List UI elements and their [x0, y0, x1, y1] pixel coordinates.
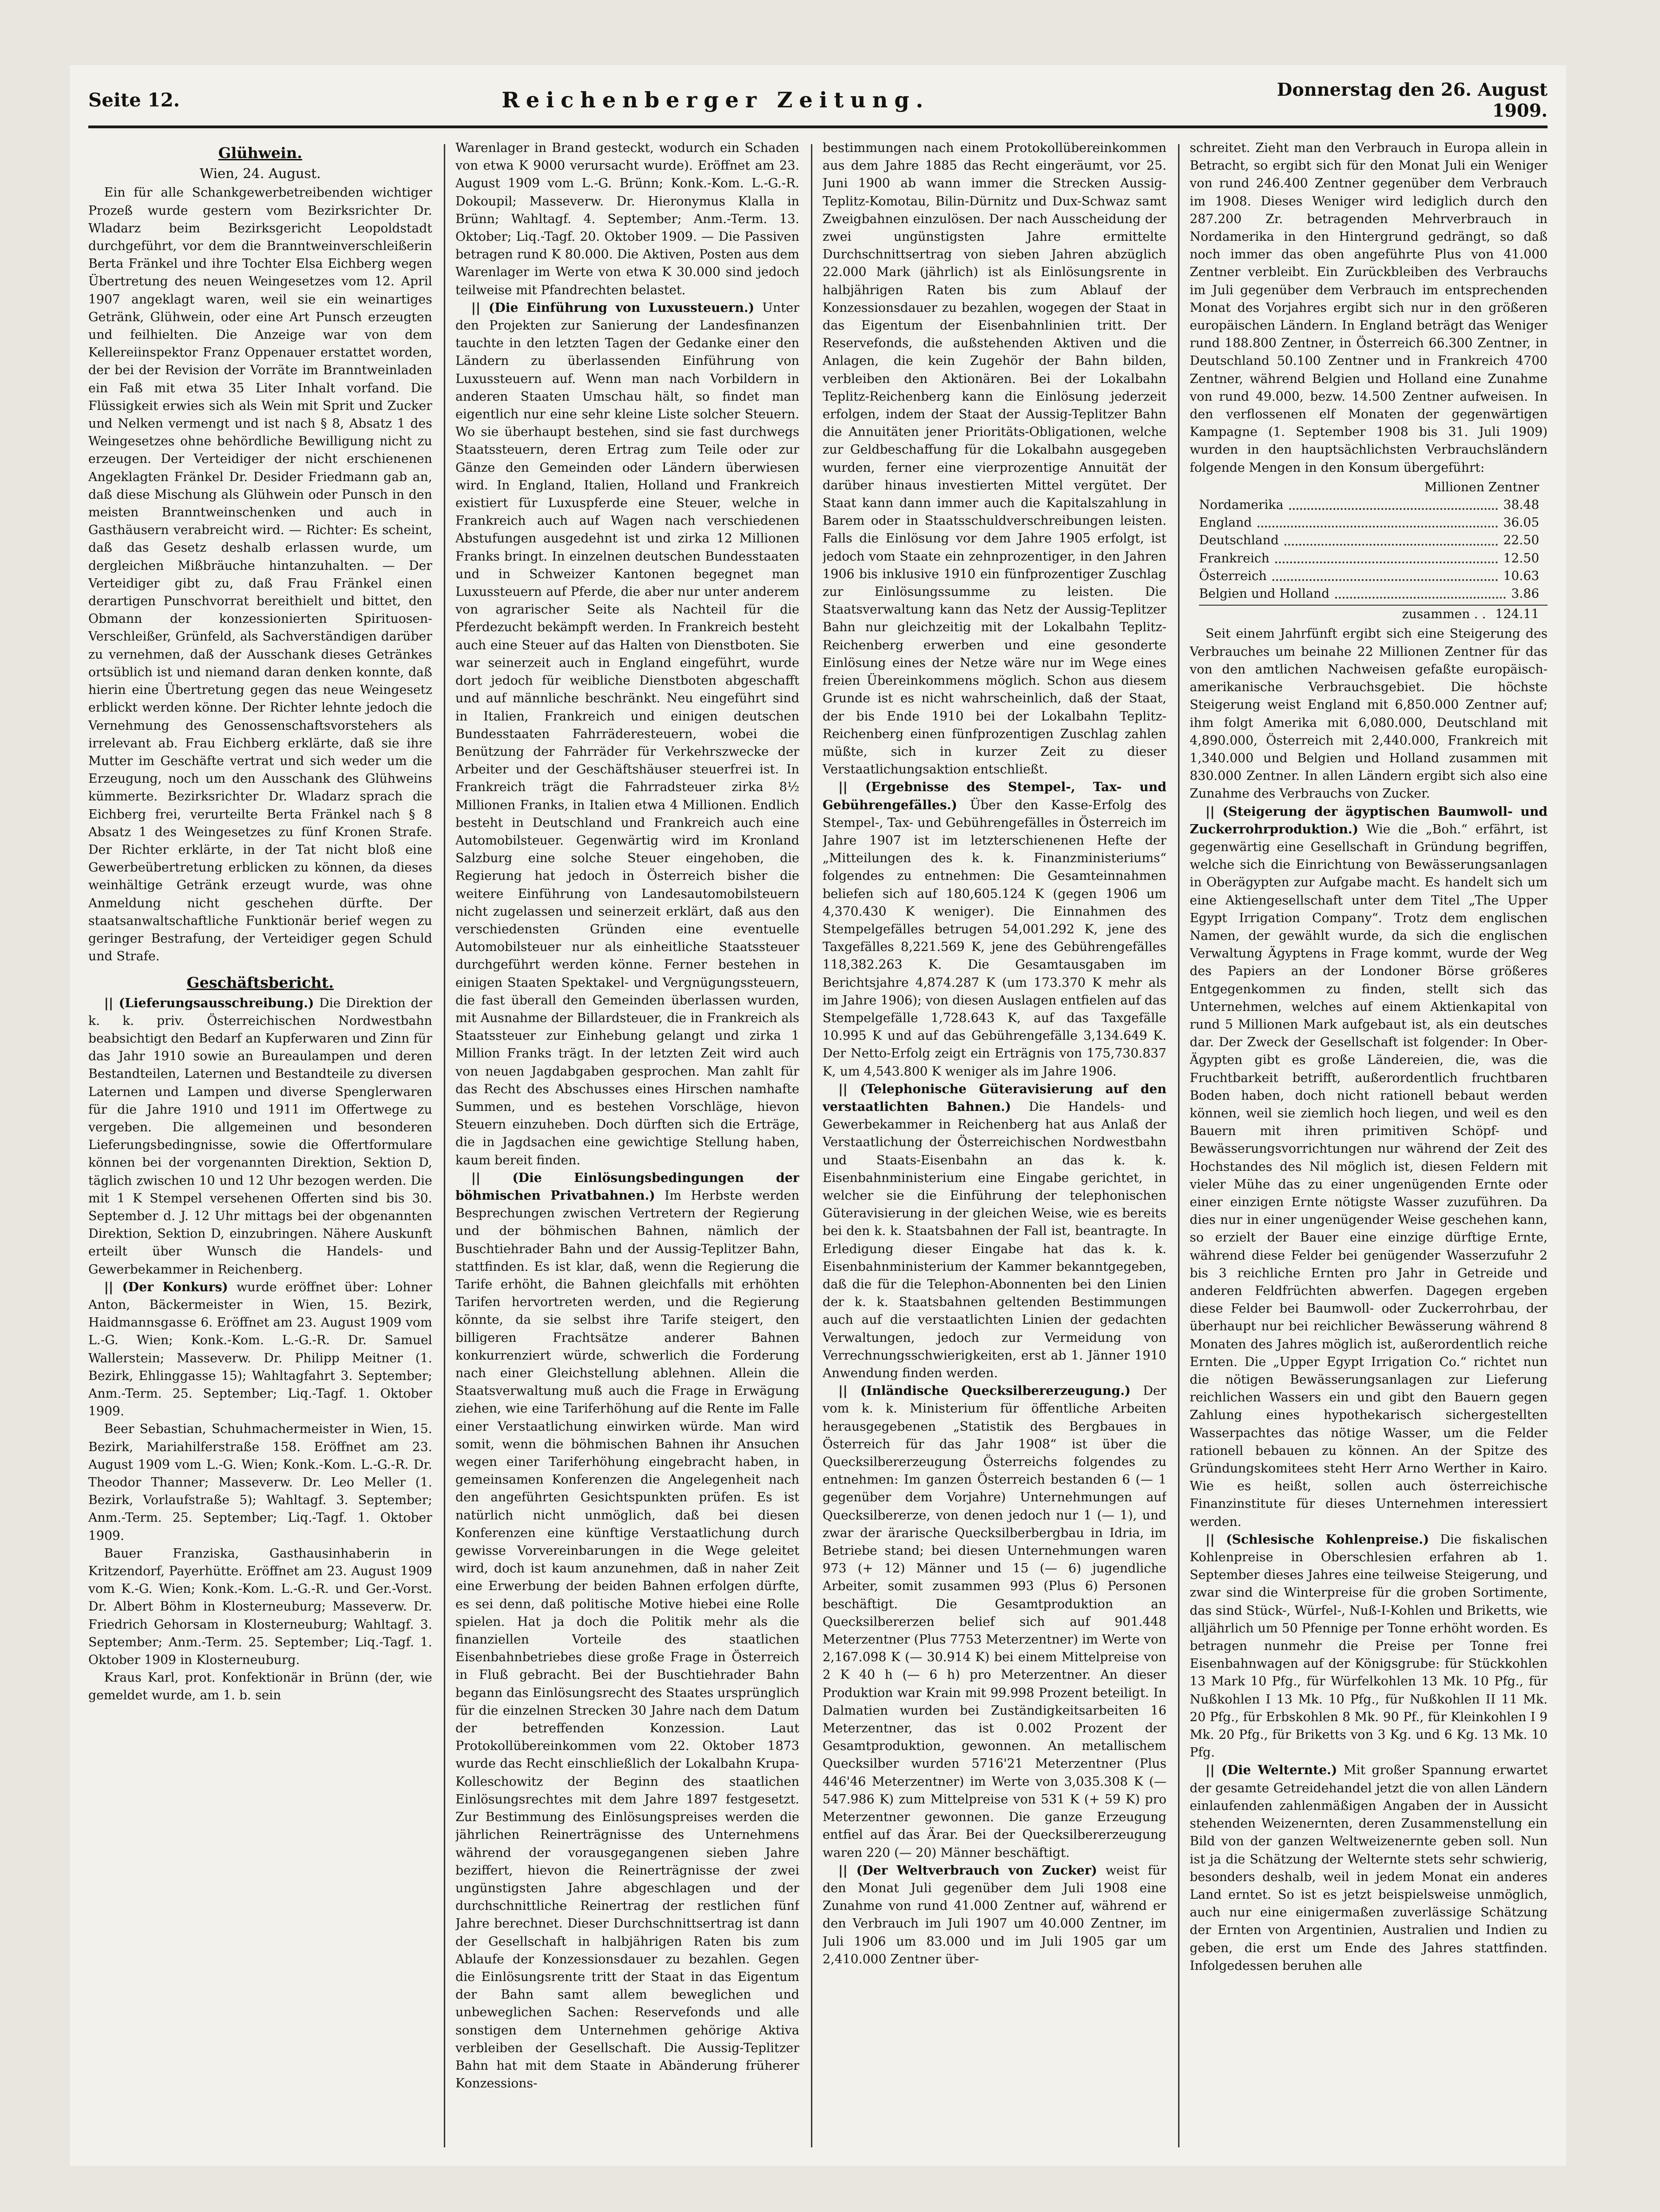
article-paragraph: Seit einem Jahrfünft ergibt sich eine Steigerung des Verbrauches um beinahe 22 Millionen Zentner für das von den amtlichen Nachweisen gefaßte europäisch-amerikanische Verbrauchsgebiet. Die höchste Steigerung weist England mit 6,850.000 Zentner auf; ihm folgt Amerika mit 6,080.000, Deutschland mit 4,890.000, Österreich mit 2,440.000, Frankreich mit 1,340.000 und Belgien und Holland zusammen mit 830.000 Zentner. In allen Ländern ergibt sich also eine Zunahme des Verbrauchs von Zucker. — [1190, 627, 1548, 801]
column-1 — [88, 139, 432, 2152]
table-row — [1199, 514, 1548, 532]
article-heading: || (Inländische Quecksilbererzeugung.) — [838, 1384, 1131, 1399]
article-paragraph: Die Handels- und Gewerbekammer in Reichenberg hat aus Anlaß der Verstaatlichung der Österreichischen Nordwestbahn und Staats-Eisenbahn an das k. k. Eisenbahnministerium eine Eingabe gerichtet, in welcher sie die Einführung der telephonischen Güteravisierung in der gleichen Weise, wie es bereits bei den k. k. Staatsbahnen der Fall ist, beantragte. In Erledigung dieser Eingabe hat das k. k. Eisenbahnministerium der Kammer bekanntgegeben, daß die für die Telephon-Abonnenten bei den Linien der k. k. Staatsbahnen geltenden Bestimmungen auch auf die verstaatlichten Linien der gedachten Verwaltungen, jedoch zur Vermeidung von Verrechnungsschwierigkeiten, erst ab 1. Jänner 1910 Anwendung finden werden. — [823, 1099, 1166, 1381]
article-paragraph: Die Direktion der k. k. priv. Österreichischen Nordwestbahn beabsichtigt den Bedarf an Kupferwaren und Zinn für das Jahr 1910 sowie an Bureaulampen und deren Bestandteilen, Laternen und Bestandteile zu diversen Laternen und Lampen und diverse Spenglerwaren für die Jahre 1910 und 1911 im Offertwege zu vergeben. Die allgemeinen und besonderen Lieferungsbedingnisse, sowie die Offertformulare können bei der vorgenannten Direktion, Sektion D, täglich zwischen 10 und 12 Uhr bezogen werden. Die mit 1 K Stempel versehenen Offerten sind bis 30. September d. J. 12 Uhr mittags bei der obgenannten Direktion, Sektion D, einzubringen. Nähere Auskunft erteilt über Wunsch die Handels- und Gewerbekammer in Reichenberg. — [88, 996, 432, 1277]
table-row — [1199, 568, 1548, 585]
table-row — [1199, 532, 1548, 549]
row-value: 22.50 — [1503, 533, 1539, 548]
section-title: Glühwein. — [218, 144, 303, 162]
page-header — [88, 74, 1548, 128]
article-paragraph: bestimmungen nach einem Protokollübereinkommen aus dem Jahre 1885 das Recht eingeräumt, vor 25. Juni 1900 ab wann immer die Strecken Aussig-Teplitz-Komotau, Bilin-Dürnitz und Dux-Schwaz samt Zweigbahnen einzulösen. Der nach Ausscheidung der zwei ungünstigsten Jahre ermittelte Durchschnittsertrag von sieben Jahren abzüglich 22.000 Mark (jährlich) ist als Einlösungsrente in halbjährigen Raten bis zum Ablauf der Konzessionsdauer zu bezahlen, wogegen der Staat in das Eigentum der Eisenbahnlinien tritt. Der Reservefonds, die außstehenden Aktiven und die Anlagen, die kein Zugehör der Bahn bilden, verbleiben den Aktionären. Bei der Lokalbahn Teplitz-Reichenberg kann die Einlösung jederzeit erfolgen, indem der Staat der Aussig-Teplitzer Bahn die Annuitäten jener Prioritäts-Obligationen, welche zur Geldbeschaffung für die Lokalbahn ausgegeben wurden, ferner eine vierprozentige Annuität der darüber hinaus investierten Mittel vergütet. Der Staat kann dann immer auch die Kapitalszahlung in Barem oder in Staatsschuldverschreibungen leisten. Falls die Einlösung vor dem Jahre 1905 erfolgt, ist jedoch vom Staate ein zehnprozentiger, in den Jahren 1906 bis inklusive 1910 ein fünfprozentiger Zuschlag zur Einlösungssumme zu leisten. Die Staatsverwaltung kann das Netz der Aussig-Teplitzer Bahn nur gleichzeitig mit der Lokalbahn Teplitz-Reichenberg erwerben und eine gesonderte Einlösung eines der Netze wäre nur im Wege eines freien Übereinkommens möglich. Schon aus diesem Grunde ist es nicht wahrscheinlich, daß der Staat, der bis Ende 1910 bei der Lokalbahn Teplitz-Reichenberg einen fünfprozentigen Zuschlag zahlen müßte, sich in kurzer Zeit zu dieser Verstaatlichungsaktion entschließt. — [823, 141, 1166, 777]
article-heading: || (Ergebnisse des Stempel-, Tax- und Gebührengefälles.) — [823, 780, 1166, 812]
article-paragraph: Über den Kasse-Erfolg des Stempel-, Tax- und Gebührengefälles in Österreich im Jahre 1907 ist im letzterschienenen Hefte der „Mitteilungen des k. k. Finanzministeriums“ folgendes zu entnehmen: Die Gesamteinnahmen beliefen sich auf 180,605.124 K (gegen 1906 um 4,370.430 K weniger). Die Einnahmen des Stempelgefälles betrugen 54,001.292 K, jene des Taxgefälles 8,221.569 K, jene des Gebührengefälles 118,382.263 K. Die Gesamtausgaben im Berichtsjahre 4,874.287 K (um 173.370 K mehr als im Jahre 1906); von diesen Auslagen entfielen auf das Stempelgefälle 1,728.643 K, auf das Taxgefälle 10.995 K und auf das Gebührengefälle 3,134.649 K. Der Netto-Erfolg zeigt ein Erträgnis von 175,730.837 K, um 4,543.800 K weniger als im Jahre 1906. — [823, 798, 1166, 1079]
row-value: 3.86 — [1511, 587, 1539, 601]
newspaper-page — [70, 65, 1566, 2166]
article-paragraph: Bauer Franziska, Gasthausinhaberin in Kritzendorf, Payerhütte. Eröffnet am 23. August 1909 vom K.-G. Wien; Konk.-Kom. L.-G.-R. und Ger.-Vorst. Dr. Albert Böhm in Klosterneuburg; Masseverw. Dr. Friedrich Gehorsam in Klosterneuburg; Wahltagf. 3. September; Anm.-Term. 25. September; Liq.-Tagf. 1. Oktober 1909 in Klosterneuburg. — [88, 1546, 432, 1668]
column-2 — [455, 139, 799, 2152]
article-paragraph: wurde eröffnet über: Lohner Anton, Bäckermeister in Wien, 15. Bezirk, Haidmannsgasse 6. Eröffnet am 23. August 1909 vom L.-G. Wien; Konk.-Kom. L.-G.-R. Dr. Samuel Wallerstein; Masseverw. Dr. Philipp Meitner (1. Bezirk, Ehlinggasse 15); Wahltagfahrt 3. September; Anm.-Term. 25. September; Liq.-Tagf. 1. Oktober 1909. — [88, 1280, 432, 1419]
row-label: Belgien und Holland — [1199, 587, 1330, 601]
article-paragraph: Unter den Projekten zur Sanierung der Landesfinanzen tauchte in den letzten Tagen der Gedanke einer den Ländern zu überlassenden Einführung von Luxussteuern auf. Wenn man nach Vorbildern in anderen Staaten Umschau hält, so findet man eigentlich nur eine sehr kleine Liste solcher Steuern. Wo sie überhaupt bestehen, sind sie fast durchwegs Staatssteuern, deren Ertrag zum Teile oder zur Gänze den Gemeinden oder Ländern überwiesen wird. In England, Italien, Holland und Frankreich existiert für Luxuspferde eine Steuer, welche in Frankreich auch auf Wagen nach verschiedenen Abstufungen ausgedehnt ist und zirka 12 Millionen Franks bringt. In einzelnen deutschen Bundesstaaten und in Schweizer Kantonen begegnet man Luxussteuern auf Pferde, die aber nur unter anderem von agrarischer Seite als Nachteil für die Pferdezucht bekämpft werden. In Frankreich besteht auch eine Steuer auf das Halten von Dienstboten. Sie war seinerzeit auch in England eingeführt, wurde dort jedoch für weibliche Dienstboten abgeschafft und auf männliche beschränkt. Neu eingeführt sind in Italien, Frankreich und einigen deutschen Bundesstaaten Fahrräderesteuern, wobei die Benützung der Fahrräder für Verkehrszwecke der Arbeiter und der Geschäftshäuser steuerfrei ist. In Frankreich trägt die Fahrradsteuer zirka 8½ Millionen Franks, in Italien etwa 4 Millionen. Endlich besteht in Deutschland und Frankreich auch eine Automobilsteuer. Gegenwärtig wird im Kronland Salzburg eine solche Steuer eingehoben, die Regierung hat jedoch in Österreich bisher die weitere Einführung von Landesautomobilsteuern nicht zugelassen und seinerzeit erklärt, daß aus den verschiedensten Gründen eine eventuelle Automobilsteuer nur als einheitliche Staatssteuer durchgeführt werden könne. Ferner bestehen in einigen Staaten Spektakel- und Vergnügungssteuern, die fast überall den Gemeinden überlassen wurden, mit Ausnahme der Billardsteuer, die in Frankreich als Staatssteuer zur Einhebung gelangt und zirka 1 Million Franks trägt. In der letzten Zeit wird auch von neuen Jagdabgaben gesprochen. Man zahlt für das Recht des Abschusses eines Hirschen namhafte Summen, und es bestehen Vorschläge, hievon Steuern einzuheben. Doch dürften sich die Erträge, die in Jagdsachen eine gewichtige Stellung haben, kaum bereit finden. — [455, 300, 799, 1168]
article-paragraph: schreitet. Zieht man den Verbrauch in Europa allein in Betracht, so ergibt sich für den Monat Juli ein Weniger von rund 246.400 Zentner gegenüber dem Verbrauch im 1908. Dieses Weniger wird lediglich durch den 287.200 Zr. betragenden Mehrverbrauch in Nordamerika in den Hintergrund gedrängt, so daß noch immer das oben angeführte Plus von 41.000 Zentner verbleibt. Ein Zurückbleiben des Verbrauchs im Juli gegenüber dem Verbrauch im entsprechenden Monat des Vorjahres ergibt sich nur in den größeren europäischen Ländern. In England beträgt das Weniger rund 188.800 Zentner, in Österreich 66.300 Zentner, in Deutschland 50.100 Zentner und in Frankreich 4700 Zentner, während Belgien und Holland eine Zunahme von rund 49.000, bezw. 14.500 Zentner aufweisen. In den verflossenen elf Monaten der gegenwärtigen Kampagne (1. September 1908 bis 31. Juli 1909) wurden in den hauptsächlichsten Verbrauchsländern folgende Mengen in den Konsum übergeführt: — [1190, 141, 1548, 475]
table-row — [1199, 496, 1548, 514]
row-value: 36.05 — [1503, 515, 1539, 530]
column-3 — [823, 139, 1166, 2152]
article-heading: || (Die Einführung von Luxussteuern.) — [471, 300, 755, 315]
column-4 — [1190, 139, 1548, 2152]
article-paragraph: weist für den Monat Juli gegenüber dem Juli 1908 eine Zunahme von rund 41.000 Zentner auf, während er den Verbrauch im Juli 1907 um 40.000 Zentner, im Juli 1906 um 83.000 und im Juli 1905 gar um 2,410.000 Zentner über- — [823, 1863, 1166, 1967]
row-label: Frankreich — [1199, 551, 1270, 566]
article-heading: || (Der Weltverbrauch von Zucker) — [838, 1863, 1097, 1878]
article-paragraph: Mit großer Spannung erwartet der gesamte Getreidehandel jetzt die von allen Ländern einlaufenden zahlenmäßigen Angaben der in Aussicht stehenden Weizenernten, deren Zusammenstellung ein Bild von der ganzen Weltweizenernte geben soll. Nun ist ja die Schätzung der Welternte stets sehr schwierig, besonders deshalb, weil in jedem Monat ein anderes Land erntet. So ist es jetzt beispielsweise unmöglich, auch nur eine einigermaßen zuverlässige Schätzung der Ernten von Argentinien, Australien und Indien zu geben, die erst um Ende des Jahres stattfinden. Infolgedessen beruhen alle — [1190, 1763, 1548, 1973]
table-sum — [1199, 605, 1548, 623]
article-heading: || (Schlesische Kohlenpreise.) — [1205, 1532, 1429, 1547]
row-label: Deutschland — [1199, 533, 1279, 548]
article-heading: || (Lieferungsausschreibung.) — [104, 996, 314, 1010]
row-label: England — [1199, 515, 1252, 530]
article-heading: || (Der Konkurs) — [104, 1280, 228, 1294]
table-rows — [1199, 496, 1548, 603]
page-number: Seite 12. — [88, 89, 180, 111]
article-paragraph: Beer Sebastian, Schuhmachermeister in Wien, 15. Bezirk, Mariahilferstraße 158. Eröffnet am 23. August 1909 vom L.-G. Wien; Konk.-Kom. L.-G.-R. Dr. Theodor Thanner; Masseverw. Dr. Leo Meller (1. Bezirk, Vorlaufstraße 5); Wahltagf. 3. September; Anm.-Term. 25. September; Liq.-Tagf. 1. Oktober 1909. — [88, 1422, 432, 1543]
row-value: 12.50 — [1503, 551, 1539, 566]
article-heading: || (Die Einlösungsbedingungen der böhmischen Privatbahnen.) — [455, 1170, 799, 1203]
article-heading: || (Die Welternte.) — [1205, 1763, 1337, 1778]
newspaper-title: Reichenberger Zeitung. — [501, 87, 930, 112]
article-heading: || (Telephonische Güteravisierung auf den verstaatlichten Bahnen.) — [823, 1082, 1166, 1114]
article-paragraph: Im Herbste werden Besprechungen zwischen Vertretern der Regierung und der böhmischen Bahnen, nämlich der Buschtiehrader Bahn und der Aussig-Teplitzer Bahn, stattfinden. Es ist klar, daß, wenn die Regierung die Tarife erhöht, die Bahnen gleichfalls mit erhöhten Tarifen hervortreten werden, und die Regierung könnte, da sie selbst ihre Tarife steigert, den billigeren Frachtsätze anderer Bahnen konkurrenziert würde, schwerlich die Forderung nach einer Gleichstellung ablehnen. Allein die Staatsverwaltung muß auch die Frage in Erwägung ziehen, wie eine Tariferhöhung auf die Rente im Falle einer Verstaatlichung einwirken würde. Man wird somit, wenn die böhmischen Bahnen ihr Ansuchen wegen einer Tariferhöhung eingebracht haben, in gemeinsamen Konferenzen die Angelegenheit nach den angeführten Gesichtspunkten prüfen. Es ist natürlich nicht unmöglich, daß bei diesen Konferenzen eine künftige Verstaatlichung durch gewisse Vorvereinbarungen in die Wege geleitet wird, doch ist kaum anzunehmen, daß in naher Zeit eine Erwerbung der beiden Bahnen erfolgen dürfte, es sei denn, daß politische Motive hiebei eine Rolle spielen. Hat ja doch die Politik mehr als die finanziellen Vorteile des staatlichen Eisenbahnbetriebes diese große Frage in Österreich in Fluß gebracht. Bei der Buschtiehrader Bahn begann das Einlösungsrecht des Staates ursprünglich für die einzelnen Strecken 30 Jahre nach dem Datum der betreffenden Konzession. Laut Protokollübereinkommen vom 22. Oktober 1873 wurde das Recht einschließlich der Lokalbahn Krupa-Kolleschowitz der Beginn des staatlichen Einlösungsrechtes mit dem Jahre 1897 festgesetzt. Zur Bestimmung des Einlösungspreises werden die jährlichen Reinerträgnisse des Unternehmens während der vorausgegangenen sieben Jahre beziffert, hievon die Reinerträgnisse der zwei ungünstigsten Jahre abgeschlagen und der durchschnittliche Reinertrag der restlichen fünf Jahre berechnet. Dieser Durchschnittsertrag ist dann der Gesellschaft in halbjährigen Raten bis zum Ablaufe der Konzessionsdauer zu bezahlen. Gegen die Einlösungsrente tritt der Staat in das Eigentum der Bahn samt allem beweglichen und unbeweglichen Sachen: Reservefonds und alle sonstigen dem Unternehmen gehörige Aktiva verbleiben der Gesellschaft. Die Aussig-Teplitzer Bahn hat mit dem Staate in Abänderung früherer Konzessions- — [455, 1188, 799, 2091]
sum-value: 124.11 — [1495, 607, 1539, 622]
dateline: Wien, 24. August. — [199, 165, 321, 182]
table-row — [1199, 550, 1548, 568]
table-row — [1199, 585, 1548, 603]
sugar-consumption-table — [1199, 479, 1548, 624]
article-paragraph: Warenlager in Brand gesteckt, wodurch ein Schaden von etwa K 9000 verursacht wurde). Eröffnet am 23. August 1909 vom L.-G. Brünn; Konk.-Kom. L.-G.-R. Dokoupil; Masseverw. Dr. Hieronymus Klalla in Brünn; Wahltagf. 4. September; Anm.-Term. 13. Oktober; Liq.-Tagf. 20. Oktober 1909. — Die Passiven betragen rund K 80.000. Die Aktiven, Posten aus dem Warenlager im Werte von etwa K 30.000 sind jedoch teilweise mit Pfandrechten belastet. — [455, 141, 799, 297]
row-value: 38.48 — [1503, 498, 1539, 513]
sum-label: zusammen . . — [1402, 607, 1486, 622]
article-paragraph: Kraus Karl, prot. Konfektionär in Brünn (der, wie gemeldet wurde, am 1. b. sein — [88, 1671, 432, 1703]
columns — [88, 139, 1548, 2152]
article-heading: || (Steigerung der ägyptischen Baumwoll- und Zuckerrohrproduktion.) — [1190, 804, 1548, 837]
article-paragraph: Ein für alle Schankgewerbetreibenden wichtiger Prozeß wurde gestern vom Bezirksrichter Dr. Wladarz beim Bezirksgericht Leopoldstadt durchgeführt, vor dem die Branntweinverschleißerin Berta Fränkel und ihre Tochter Elsa Eichberg wegen Übertretung des neuen Weingesetzes vom 12. April 1907 angeklagt waren, weil sie ein weinartiges Getränk, Glühwein, oder eine Art Punsch erzeugten und feilhielten. Die Anzeige war von dem Kellereiinspektor Franz Oppenauer erstattet worden, der bei der Revision der Vorräte im Branntweinladen ein Faß mit etwa 35 Liter Inhalt vorfand. Die Flüssigkeit erwies sich als Wein mit Sprit und Zucker und Nelken vermengt und ist nach § 8, Absatz 1 des Weingesetzes ohne behördliche Bewilligung nicht zu erzeugen. Der Verteidiger der nicht erschienenen Angeklagten Fränkel Dr. Desider Friedmann gab an, daß diese Mischung als Glühwein oder Punsch in den meisten Branntweinschenken und auch in Gasthäusern verabreicht wird. — Richter: Es scheint, daß das Gesetz deshalb erlassen wurde, um dergleichen Mißbräuche hintanzuhalten. — Der Verteidiger gibt zu, daß Frau Fränkel einen derartigen Punschvorrat bereithielt und bittet, den Obmann der konzessionierten Spirituosen-Verschleißer, Grünfeld, als Sachverständigen darüber zu vernehmen, daß der Ausschank dieses Getränkes ortsüblich ist und niemand daran denken konnte, daß hierin eine Übertretung gegen das neue Weingesetz erblickt werden könne. Der Richter lehnte jedoch die Vernehmung des Genossenschaftsvorstehers als irrelevant ab. Frau Eichberg erklärte, daß sie ihre Mutter im Geschäfte vertrat und sich weder um die Erzeugung, noch um den Ausschank des Glühweins kümmerte. Bezirksrichter Dr. Wladarz sprach die Eichberg frei, verurteilte Berta Fränkel nach § 8 Absatz 1 des Weingesetzes zu fünf Kronen Strafe. Der Richter erklärte, in der Tat nicht bloß eine Gewerbeübertretung erblicken zu können, da dieses weinhältige Getränk erzeugt wurde, was ohne Anmeldung nicht geschehen dürfte. Der staatsanwaltschaftliche Funktionär berief wegen zu geringer Bestrafung, der Verteidiger gegen Schuld und Strafe. — [88, 185, 432, 964]
article-paragraph: Die fiskalischen Kohlenpreise in Oberschlesien erfahren ab 1. September dieses Jahres eine teilweise Steigerung, und zwar sind die Winterpreise für die groben Sortimente, das sind Stück-, Würfel-, Nuß-I-Kohlen und Briketts, wie alljährlich um 50 Pfennige per Tonne erhöht worden. Es betragen nunmehr die Preise per Tonne frei Eisenbahnwagen auf der Königsgrube: für Stückkohlen 13 Mark 10 Pfg., für Würfelkohlen 13 Mk. 10 Pfg., für Nußkohlen I 13 Mk. 10 Pfg., für Nußkohlen II 11 Mk. 20 Pfg., für Erbskohlen 8 Mk. 90 Pf., für Kleinkohlen I 9 Mk. 20 Pfg., für Briketts von 3 Kg. und 6 Kg. 13 Mk. 10 Pfg. — [1190, 1532, 1548, 1760]
section-title: Geschäftsbericht. — [186, 974, 334, 992]
article-paragraph: Wie die „Boh.“ erfährt, ist gegenwärtig eine Gesellschaft in Gründung begriffen, welche sich die Einrichtung von Bewässerungsanlagen in Oberägypten zur Aufgabe macht. Es handelt sich um eine Aktiengesellschaft unter dem Titel „The Upper Egypt Irrigation Company“. Trotz dem englischen Namen, der gewählt wurde, da sich die englischen Verwaltung Ägyptens in Frage kommt, wurde der Weg des Papiers an der Londoner Börse größeres Entgegenkommen zu finden, stellt sich das Unternehmen, welches auf einem Aktienkapital von rund 5 Millionen Mark aufgebaut ist, als ein deutsches dar. Der Zweck der Gesellschaft ist folgender: In Ober-Ägypten gibt es große Ländereien, die, was die Fruchtbarkeit betrifft, außerordentlich fruchtbaren Boden haben, doch nicht rationell bebaut werden können, weil sie ziemlich hoch liegen, und weil es den Bauern mit ihren primitiven Schöpf- und Bewässerungsvorrichtungen nur während der Zeit des Hochstandes des Nil möglich ist, diesen Feldern mit vieler Mühe das zu einer ungenügenden Ernte oder einer einzigen Ernte nötigste Wasser zuzuführen. Da dies nur in einer ungenügender Weise geschehen kann, so erzielt der Bauer eine einzige dürftige Ernte, während diese Felder bei genügender Wasserzufuhr 2 bis 3 reichliche Ernten pro Jahr in Getreide und anderen Feldfrüchten abwerfen. Dagegen ergeben diese Felder bei Baumwoll- oder Zuckerrohrbau, der überhaupt nur bei reichlicher Bewässerung während 8 Monaten des Jahres möglich ist, außerordentlich reiche Ernten. Die „Upper Egypt Irrigation Co.“ richtet nun die nötigen Bewässerungsanlagen zur Lieferung reichlichen Wassers ein und gibt den Bauern gegen Zahlung eines hypothekarisch sichergestellten Wasserpachtes das nötige Wasser, um die Felder rationell bebauen zu können. An der Spitze des Gründungskomitees steht Herr Arno Werther in Kairo. Wie es heißt, sollen auch österreichische Finanzinstitute für dieses Unternehmen interessiert werden. — [1190, 822, 1548, 1529]
article-paragraph: Der vom k. k. Ministerium für öffentliche Arbeiten herausgegebenen „Statistik des Bergbaues in Österreich für das Jahr 1908“ ist über die Quecksilbererzeugung Österreichs folgendes zu entnehmen: Im ganzen Österreich bestanden 6 (— 1 gegenüber dem Vorjahre) Unternehmungen auf Quecksilbererze, von denen jedoch nur 1 (— 1), und zwar der ärarische Quecksilberbergbau in Idria, im Betriebe stand; bei diesen Unternehmungen waren 973 (+ 12) Männer und 15 (— 6) jugendliche Arbeiter, somit zusammen 993 (Plus 6) Personen beschäftigt. Die Gesamtproduktion an Quecksilbererzen belief sich auf 901.448 Meterzentner (Plus 7753 Meterzentner) im Werte von 2,167.098 K (— 30.914 K) bei einem Mittelpreise von 2 K 40 h (— 6 h) pro Meterzentner. An dieser Produktion war Krain mit 99.998 Prozent beteiligt. In Dalmatien wurden bei Zuständigkeitsarbeiten 16 Meterzentner, das ist 0.002 Prozent der Gesamtproduktion, gewonnen. An metallischem Quecksilber wurden 5716'21 Meterzentner (Plus 446'46 Meterzentner) im Werte von 3,035.308 K (— 547.986 K) zum Mittelpreise von 531 K (+ 59 K) pro Meterzentner gewonnen. Die ganze Erzeugung entfiel auf das Ärar. Bei der Quecksilbererzeugung waren 220 (— 20) Männer beschäftigt. — [823, 1384, 1166, 1860]
row-label: Nordamerika — [1199, 498, 1284, 513]
row-value: 10.63 — [1503, 568, 1539, 583]
issue-date: Donnerstag den 26. August 1909. — [1277, 79, 1548, 121]
row-label: Österreich — [1199, 568, 1267, 583]
table-header: Millionen Zentner — [1424, 480, 1539, 495]
